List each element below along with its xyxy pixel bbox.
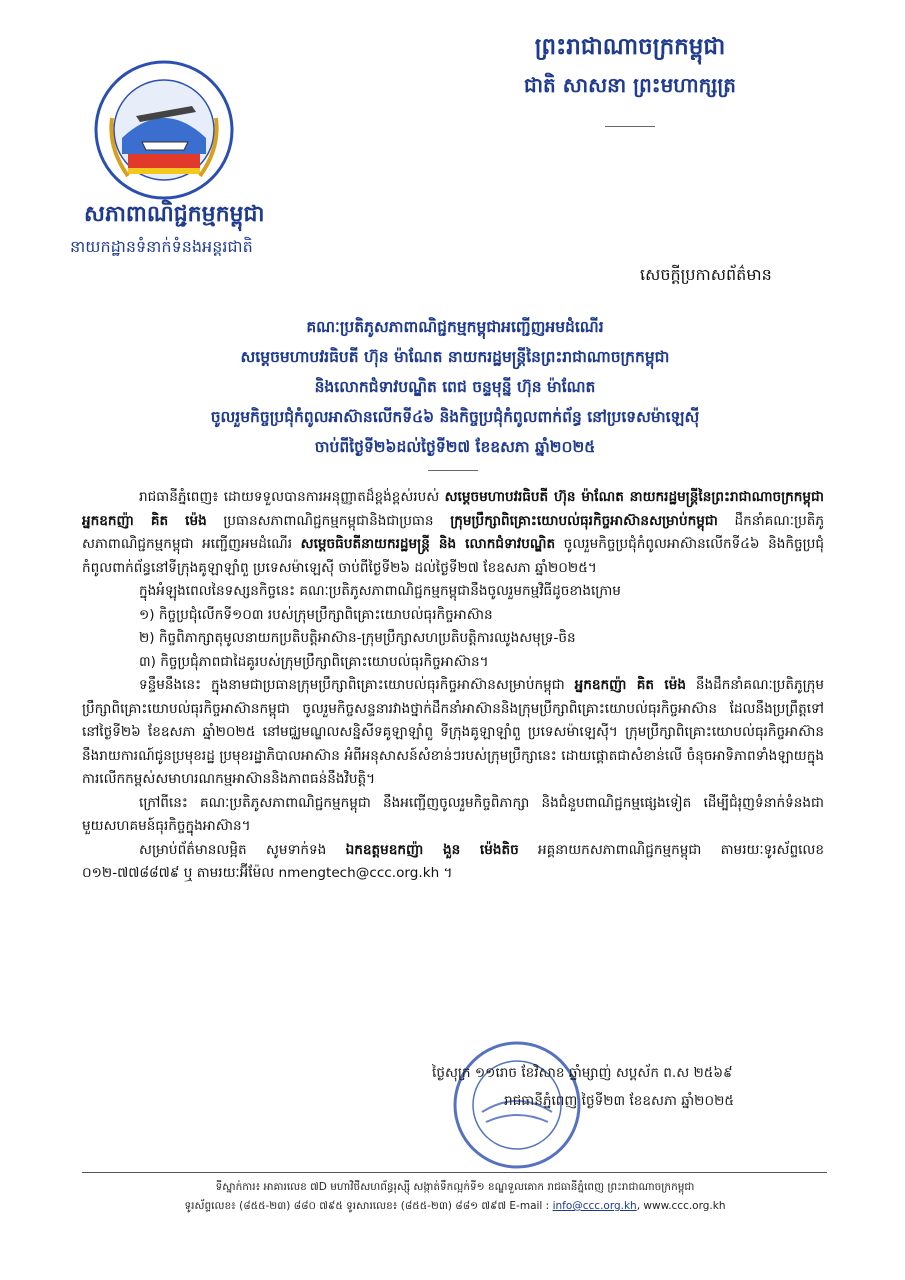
national-motto: ជាតិ សាសនា ព្រះមហាក្សត្រ: [524, 73, 736, 97]
motto-divider: [605, 126, 655, 127]
footer-address: ទីស្នាក់ការ៖ អាគារលេខ ៧D មហាវិថីសហព័ន្ធរុស្ស៊ី សង្កាត់ទឹកល្អក់ទី១ ខណ្ឌទួលគោក រាជធានីភ្នំពេញ ព្រះរាជាណាចក្រកម្ពុជា: [215, 1181, 695, 1193]
paragraph-dialogue: ទន្ទឹមនឹងនេះ ក្នុងនាមជាប្រធានក្រុមប្រឹក្សាពិគ្រោះយោបល់ធុរកិច្ចអាស៊ានសម្រាប់កម្ពុជា អ្នកឧកញ៉ា គិត ម៉េង នឹងដឹកនាំគណៈប្រតិភូក្រុមប្រឹក្សាពិគ្រោះយោបល់ធុរកិច្ចអាស៊ានកម្ពុជា ចូលរួមកិច្ចសន្ទនារវាងថ្នាក់ដឹកនាំអាស៊ាននិងក្រុមប្រឹក្សាពិគ្រោះយោបល់ធុរកិច្ចអាស៊ាន ដែលនឹងប្រព្រឹត្តទៅនៅថ្ងៃទី២៦ ខែឧសភា ឆ្នាំ២០២៥ នៅមជ្ឈមណ្ឌលសន្និសីទគូឡាឡាំពួ ទីក្រុងគូឡាឡាំពួ ប្រទេសម៉ាឡេស៊ី។ ក្រុមប្រឹក្សាពិគ្រោះយោបល់ធុរកិច្ចអាស៊ាន នឹងរាយការណ៍ជូនប្រមុខរដ្ឋ ប្រមុខរដ្ឋាភិបាលអាស៊ាន អំពីអនុសាសន៍សំខាន់ៗរបស់ក្រុមប្រឹក្សានេះ ដោយផ្តោតជាសំខាន់លើ ចំនុចអាទិភាពទាំងឡាយក្នុងការលើកកម្ពស់សមាហរណកម្មអាស៊ាននិងភាពធន់នឹងវិបត្តិ។: [82, 677, 824, 787]
press-release-body: [82, 486, 824, 886]
paragraph-program-intro: ក្នុងអំឡុងពេលនៃទស្សនកិច្ចនេះ គណៈប្រតិភូសភាពាណិជ្ជកម្មកម្ពុជានឹងចូលរួមកម្មវិធីដូចខាងក្រោម: [139, 583, 621, 599]
title-line: ចាប់ពីថ្ងៃទី២៦ដល់ថ្ងៃទី២៧ ខែឧសភា ឆ្នាំ២០២៥: [314, 438, 596, 456]
kingdom-name: ព្រះរាជាណាចក្រកម្ពុជា: [534, 33, 726, 60]
list-item: ៣) កិច្ចប្រជុំភាពជាដៃគូរបស់ក្រុមប្រឹក្សាពិគ្រោះយោបល់ធុរកិច្ចអាស៊ាន។: [139, 653, 489, 670]
kingdom-heading: [480, 30, 780, 127]
title-line: និងលោកជំទាវបណ្ឌិត ពេជ ចន្ទមុន្នី ហ៊ុន ម៉ាណែត: [314, 378, 596, 396]
paragraph-other-activities: ក្រៅពីនេះ គណៈប្រតិភូសភាពាណិជ្ជកម្មកម្ពុជា នឹងអញ្ជើញចូលរួមកិច្ចពិភាក្សា និងជំនួបពាណិជ្ជកម្មផ្សេងទៀត ដើម្បីជំរុញទំនាក់ទំនងជាមួយសហគមន៍ធុរកិច្ចក្នុងអាស៊ាន។: [82, 794, 824, 834]
solar-date: រាជធានីភ្នំពេញ ថ្ងៃទី២៣ ខែឧសភា ឆ្នាំ២០២៥: [504, 1093, 735, 1109]
list-item: ២) កិច្ចពិភាក្សាតុមូលនាយកប្រតិបត្តិអាស៊ាន-ក្រុមប្រឹក្សាសហប្រតិបត្តិការឈូងសមុទ្រ-ចិន: [139, 630, 576, 646]
department-name: នាយកដ្ឋានទំនាក់ទំនងអន្តរជាតិ: [70, 237, 253, 256]
footer-contact: ទូរស័ព្ទលេខ៖ (៨៥៥-២៣) ៨៨០ ៧៩៥ ទូរសារលេខ៖ (៨៥៥-២៣) ៨៨១ ៧៩៧ E-mail : info@ccc.org.kh, www.ccc.org.kh: [184, 1200, 726, 1212]
paragraph-intro: រាជធានីភ្នំពេញ៖ ដោយទទួលបានការអនុញ្ញាតដ៏ខ្ពង់ខ្ពស់របស់ សម្តេចមហាបវរធិបតី ហ៊ុន ម៉ាណែត នាយករដ្ឋមន្ត្រីនៃព្រះរាជាណាចក្រកម្ពុជា អ្នកឧកញ៉ា គិត ម៉េង ប្រធានសភាពាណិជ្ជកម្មកម្ពុជានិងជាប្រធាន ក្រុមប្រឹក្សាពិគ្រោះយោបល់ធុរកិច្ចអាស៊ានសម្រាប់កម្ពុជា ដឹកនាំគណៈប្រតិភូសភាពាណិជ្ជកម្មកម្ពុជា អញ្ជើញអមដំណើរ សម្តេចធិបតីនាយករដ្ឋមន្ត្រី និង លោកជំទាវបណ្ឌិត ចូលរួមកិច្ចប្រជុំកំពូលអាស៊ានលើកទី៤៦ និងកិច្ចប្រជុំកំពូលពាក់ព័ន្ធនៅទីក្រុងគូឡាឡាំពួ ប្រទេសម៉ាឡេស៊ី ចាប់ពីថ្ងៃទី២៦ ដល់ថ្ងៃទី២៧ ខែឧសភា ឆ្នាំ២០២៥។: [82, 489, 824, 576]
footer-email-link[interactable]: info@ccc.org.kh: [552, 1200, 637, 1212]
title-line: ចូលរួមកិច្ចប្រជុំកំពូលអាស៊ានលើកទី៤៦ និងកិច្ចប្រជុំកំពូលពាក់ព័ន្ធ នៅប្រទេសម៉ាឡេស៊ី: [210, 408, 700, 426]
title-divider: [428, 470, 478, 471]
chamber-logo: [92, 58, 236, 202]
footer-divider: [82, 1172, 827, 1173]
footer: [70, 1178, 840, 1216]
organization-name: សភាពាណិជ្ជកម្មកម្ពុជា: [84, 202, 265, 227]
list-item: ១) កិច្ចប្រជុំលើកទី១០៣ របស់ក្រុមប្រឹក្សាពិគ្រោះយោបល់ធុរកិច្ចអាស៊ាន: [139, 606, 493, 623]
press-release-label: សេចក្តីប្រកាសព័ត៌មាន: [640, 265, 772, 284]
press-release-title: [60, 312, 850, 462]
footer-website: , www.ccc.org.kh: [636, 1200, 726, 1212]
paragraph-contact: សម្រាប់ព័ត៌មានលម្អិត សូមទាក់ទង ឯកឧត្តមឧកញ៉ា ងួន ម៉េងតិច អគ្គនាយកសភាពាណិជ្ជកម្មកម្ពុជា តាមរយៈទូរស័ព្ទលេខ ០១២-៧៧៨៨៧៩ ឬ តាមរយៈអ៊ីម៉ែល nmengtech@ccc.org.kh ។: [82, 841, 824, 881]
title-line: សម្តេចមហាបវរធិបតី ហ៊ុន ម៉ាណែត នាយករដ្ឋមន្ត្រីនៃព្រះរាជាណាចក្រកម្ពុជា: [240, 348, 670, 366]
title-line: គណៈប្រតិភូសភាពាណិជ្ជកម្មកម្ពុជាអញ្ជើញអមដំណើរ: [306, 318, 604, 336]
lunar-date: ថ្ងៃសុក្រ ១១រោច ខែវិសាខ ឆ្នាំម្សាញ់ សប្តស័ក ព.ស ២៥៦៩: [432, 1065, 733, 1081]
